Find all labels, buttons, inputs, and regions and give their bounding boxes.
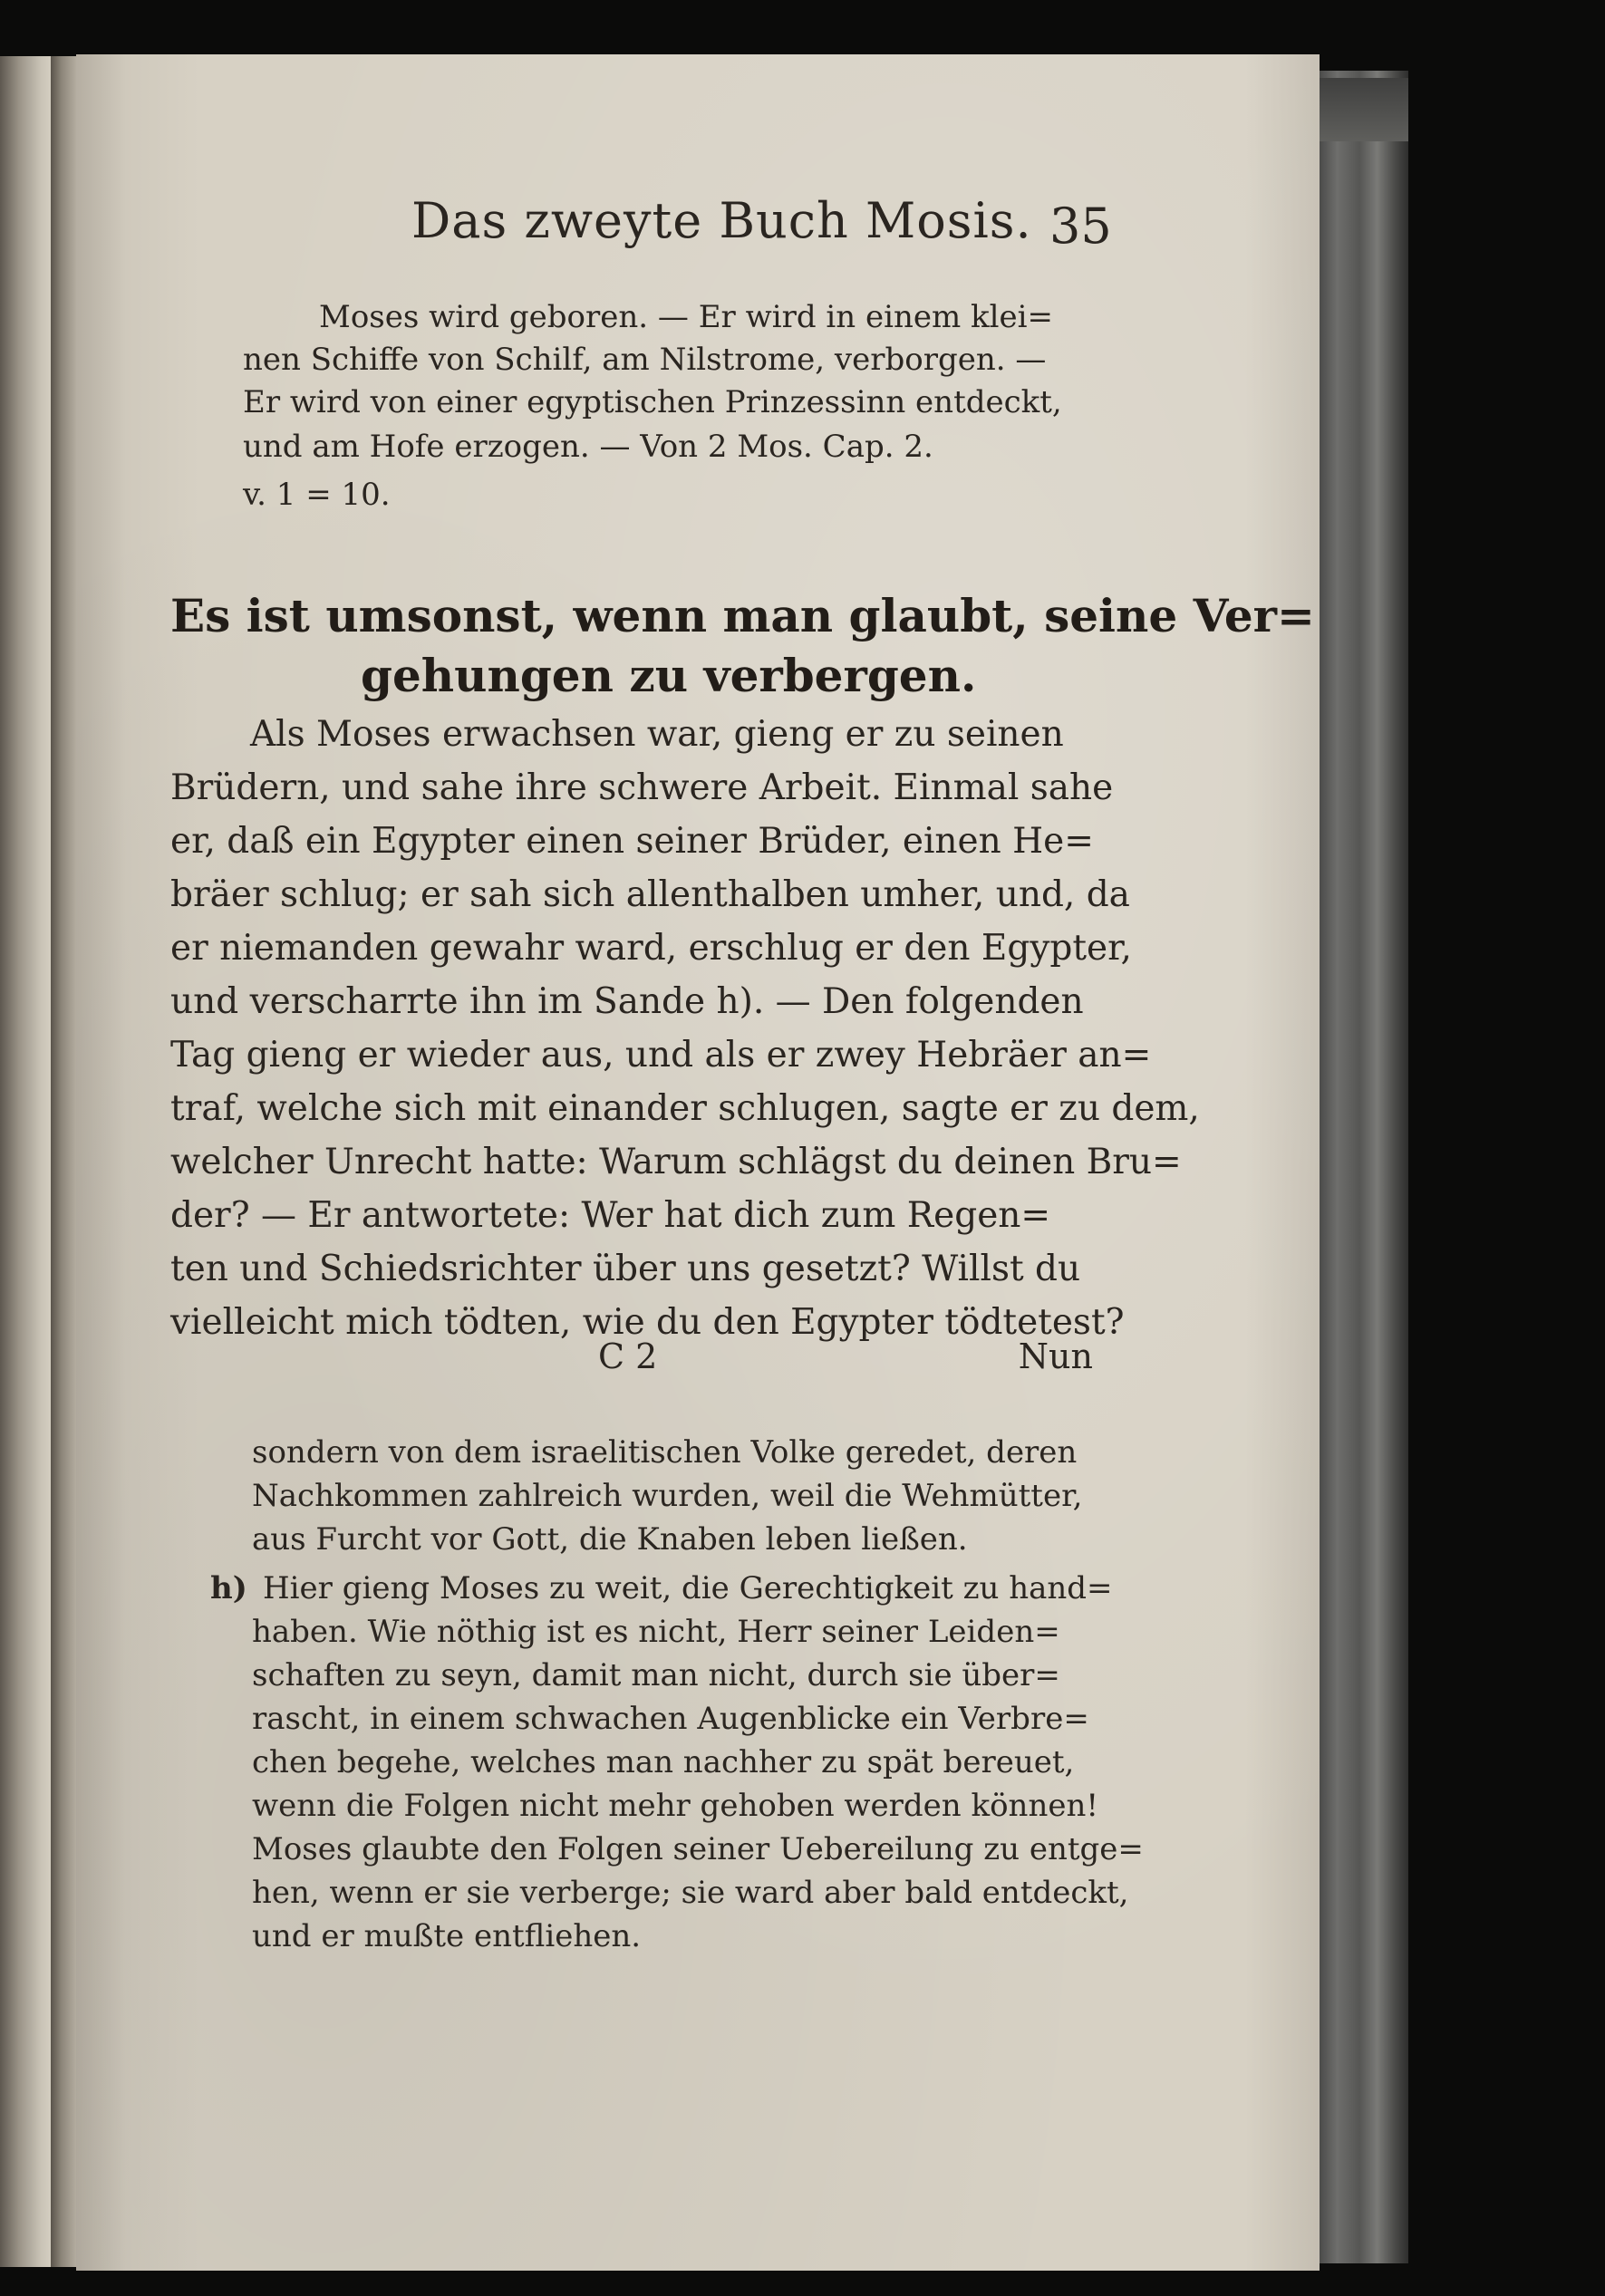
footnote-line: chen begehe, welches man nachher zu spät bereuet, bbox=[252, 1744, 1075, 1780]
footnote-continuation-line: Nachkommen zahlreich wurden, weil die Wehmütter, bbox=[252, 1478, 1083, 1514]
section-heading-line: gehungen zu verbergen. bbox=[361, 649, 977, 702]
body-line: bräer schlug; er sah sich allenthalben umher, und, da bbox=[170, 874, 1130, 915]
footnote-line: wenn die Folgen nicht mehr gehoben werden können! bbox=[252, 1788, 1099, 1824]
body-line: und verscharrte ihn im Sande h). — Den folgenden bbox=[170, 981, 1084, 1022]
book-page-edges bbox=[1320, 71, 1408, 2263]
footnote-line: rascht, in einem schwachen Augenblicke ein Verbre= bbox=[252, 1701, 1089, 1737]
book-gutter bbox=[51, 56, 78, 2267]
body-line: traf, welche sich mit einander schlugen, sagte er zu dem, bbox=[170, 1088, 1200, 1129]
body-line: Brüdern, und sahe ihre schwere Arbeit. Einmal sahe bbox=[170, 767, 1114, 808]
body-line: ten und Schiedsrichter über uns gesetzt? Willst du bbox=[170, 1249, 1081, 1289]
signature-catchword-row bbox=[169, 1336, 1093, 1382]
footnote-continuation-line: aus Furcht vor Gott, die Knaben leben ließen. bbox=[252, 1521, 968, 1558]
facing-page-edge bbox=[0, 56, 54, 2267]
summary-line: Moses wird geboren. — Er wird in einem klei= bbox=[319, 299, 1054, 335]
running-head-title: Das zweyte Buch Mosis. bbox=[411, 192, 1032, 249]
footnote-line: hen, wenn er sie verberge; sie ward aber bald entdeckt, bbox=[252, 1875, 1129, 1911]
footnote-continuation-line: sondern von dem israelitischen Volke geredet, deren bbox=[252, 1434, 1078, 1471]
printer-signature: C 2 bbox=[598, 1336, 658, 1376]
body-line: Tag gieng er wieder aus, und als er zwey Hebräer an= bbox=[170, 1035, 1152, 1076]
body-line: welcher Unrecht hatte: Warum schlägst du deinen Bru= bbox=[170, 1142, 1182, 1182]
book-spine-corner bbox=[1312, 78, 1408, 141]
catchword: Nun bbox=[1018, 1336, 1093, 1376]
footnote-line: Hier gieng Moses zu weit, die Gerechtigkeit zu hand= bbox=[263, 1570, 1113, 1606]
summary-line: und am Hofe erzogen. — Von 2 Mos. Cap. 2. bbox=[243, 429, 933, 465]
section-heading-line: Es ist umsonst, wenn man glaubt, seine Ver= bbox=[170, 589, 1315, 642]
body-line: er, daß ein Egypter einen seiner Brüder, einen He= bbox=[170, 821, 1094, 862]
summary-line: nen Schiffe von Schilf, am Nilstrome, verborgen. — bbox=[243, 342, 1047, 378]
body-line: Als Moses erwachsen war, gieng er zu seinen bbox=[250, 714, 1064, 755]
body-line: vielleicht mich tödten, wie du den Egypter tödtetest? bbox=[170, 1302, 1125, 1343]
footnote-marker: h) bbox=[210, 1570, 247, 1606]
footnote-line: haben. Wie nöthig ist es nicht, Herr seiner Leiden= bbox=[252, 1614, 1060, 1650]
footnote-line: Moses glaubte den Folgen seiner Uebereilung zu entge= bbox=[252, 1831, 1144, 1867]
page-number: 35 bbox=[1049, 198, 1112, 255]
summary-line: Er wird von einer egyptischen Prinzessinn entdeckt, bbox=[243, 384, 1062, 420]
footnote-line: und er mußte entfliehen. bbox=[252, 1918, 642, 1954]
summary-line: v. 1 = 10. bbox=[243, 477, 391, 513]
footnote-line: schaften zu seyn, damit man nicht, durch sie über= bbox=[252, 1657, 1060, 1693]
body-line: der? — Er antwortete: Wer hat dich zum Regen= bbox=[170, 1195, 1051, 1236]
body-line: er niemanden gewahr ward, erschlug er den Egypter, bbox=[170, 928, 1132, 969]
